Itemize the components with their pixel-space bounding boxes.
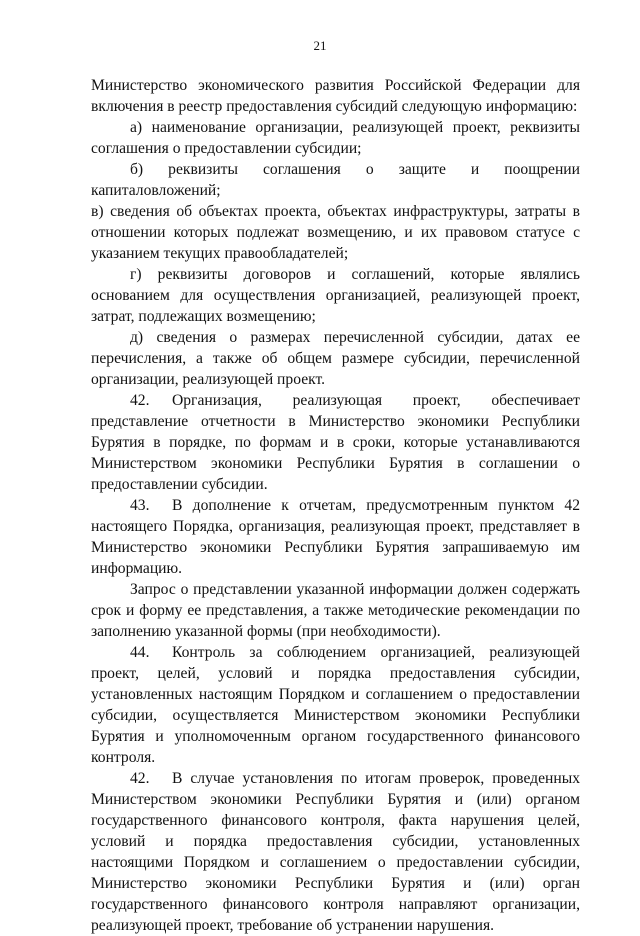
- clause-text: Организация, реализующая проект, обеспечивает представление отчетности в Министерство экономики Республики Бурятия в порядке, по формам и в сроки, которые устанавливаются Министерством экономики Республики Бурятия в соглашении о предоставлении субсидии.: [91, 392, 580, 493]
- clause-text: В дополнение к отчетам, предусмотренным пунктом 42 настоящего Порядка, организация, реализующая проект, представляет в Министерство экономики Республики Бурятия запрашиваемую им информацию.: [91, 497, 580, 577]
- list-item-v: в) сведения об объектах проекта, объектах инфраструктуры, затраты в отношении которых подлежат возмещению, и их правовом статусе с указанием текущих правообладателей;: [91, 203, 580, 262]
- list-item-b: б) реквизиты соглашения о защите и поощрении капиталовложений;: [91, 161, 580, 199]
- clause-43-additional-info: [91, 495, 580, 579]
- clause-42-violations: [91, 768, 580, 936]
- list-item-d: д) сведения о размерах перечисленной субсидии, датах ее перечисления, а также об общем размере субсидии, перечисленной организации, реализующей проект.: [91, 329, 580, 388]
- clause-text: В случае установления по итогам проверок, проведенных Министерством экономики Республики Бурятия и (или) органом государственного финансового контроля, факта нарушения целей, условий и порядка предоставления субсидии, установленных настоящими Порядком и соглашением о предоставлении субсидии, Министерство экономики Республики Бурятия и (или) орган государственного финансового контроля направляют организации, реализующей проект, требование об устранении нарушения.: [91, 770, 580, 934]
- page-number: 21: [313, 38, 327, 53]
- paragraph-request-content: Запрос о представлении указанной информации должен содержать срок и форму ее представления, а также методические рекомендации по заполнению указанной формы (при необходимости).: [91, 581, 580, 640]
- document-body: [91, 75, 580, 936]
- paragraph-ministry-info: Министерство экономического развития Российской Федерации для включения в реестр предоставления субсидий следующую информацию:: [91, 77, 580, 115]
- clause-text: Контроль за соблюдением организацией, реализующей проект, целей, условий и порядка предоставления субсидии, установленных настоящим Порядком и соглашением о предоставлении субсидии, осуществляется Министерством экономики Республики Бурятия и уполномоченным органом государственного финансового контроля.: [91, 644, 580, 766]
- clause-44-control: [91, 642, 580, 768]
- clause-number: 42.: [130, 392, 150, 409]
- list-item-g: г) реквизиты договоров и соглашений, которые являлись основанием для осуществления организацией, реализующей проект, затрат, подлежащих возмещению;: [91, 266, 580, 325]
- clause-42-reporting: [91, 390, 580, 495]
- clause-number: 43.: [130, 497, 150, 514]
- clause-number: 42.: [130, 770, 150, 787]
- clause-number: 44.: [130, 644, 150, 661]
- list-item-a: а) наименование организации, реализующей проект, реквизиты соглашения о предоставлении субсидии;: [91, 119, 580, 157]
